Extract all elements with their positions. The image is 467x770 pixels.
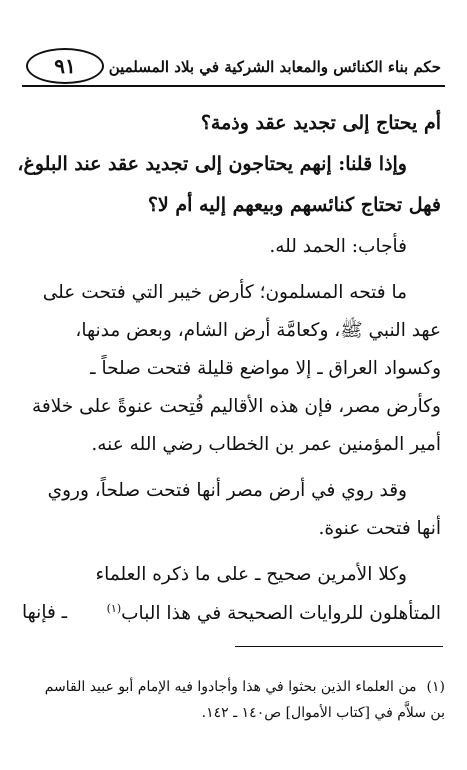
question-line-1: أم يحتاج إلى تجديد عقد وذمة؟ bbox=[200, 112, 441, 134]
footnote-reference[interactable]: (١) bbox=[106, 602, 122, 615]
footnote-divider bbox=[235, 646, 443, 647]
page-header bbox=[22, 48, 445, 88]
paragraph-line-9 bbox=[22, 602, 441, 624]
footnote-marker: (١) bbox=[426, 679, 445, 695]
footnote-line-2: بن سلاَّم في [كتاب الأموال] ص١٤٠ ـ ١٤٢. bbox=[201, 705, 445, 721]
question-line-3: فهل تحتاج كنائسهم وبيعهم إليه أم لا؟ bbox=[147, 194, 441, 216]
paragraph-line-1: ما فتحه المسلمون؛ كأرض خيبر التي فتحت على bbox=[42, 282, 407, 303]
paragraph-line-3: وكسواد العراق ـ إلا مواضع قليلة فتحت صلحاً ـ bbox=[90, 358, 441, 379]
footnote-text-1: من العلماء الذين بحثوا في هذا وأجادوا فيه الإمام أبو عبيد القاسم bbox=[44, 679, 417, 695]
footnote-line-1 bbox=[20, 674, 445, 700]
paragraph-line-2: عهد النبي ﷺ، وكعامَّة أرض الشام، وبعض مدنها، bbox=[75, 320, 441, 341]
paragraph-line-8: وكلا الأمرين صحيح ـ على ما ذكره العلماء bbox=[95, 564, 407, 585]
paragraph-line-6: وقد روي في أرض مصر أنها فتحت صلحاً، وروي bbox=[47, 480, 407, 501]
header-divider bbox=[22, 85, 445, 87]
page-number: ٩١ bbox=[26, 48, 104, 84]
paragraph-line-5: أمير المؤمنين عمر بن الخطاب رضي الله عنه. bbox=[91, 434, 441, 455]
footnote bbox=[20, 674, 445, 726]
running-title: حكم بناء الكنائس والمعابد الشركية في بلاد المسلمين bbox=[108, 58, 441, 76]
question-line-2: وإذا قلنا: إنهم يحتاجون إلى تجديد عقد عند البلوغ، bbox=[17, 153, 407, 175]
paragraph-line-4: وكأرض مصر، فإن هذه الأقاليم فُتِحت عنوةً على خلافة bbox=[31, 396, 441, 417]
answer-opening: فأجاب: الحمد لله. bbox=[269, 236, 407, 257]
paragraph-line-9-text: المتأهلون للروايات الصحيحة في هذا الباب bbox=[121, 603, 441, 625]
paragraph-line-9-end: ـ فإنها bbox=[22, 602, 68, 623]
paragraph-line-7: أنها فتحت عنوة. bbox=[318, 518, 441, 539]
